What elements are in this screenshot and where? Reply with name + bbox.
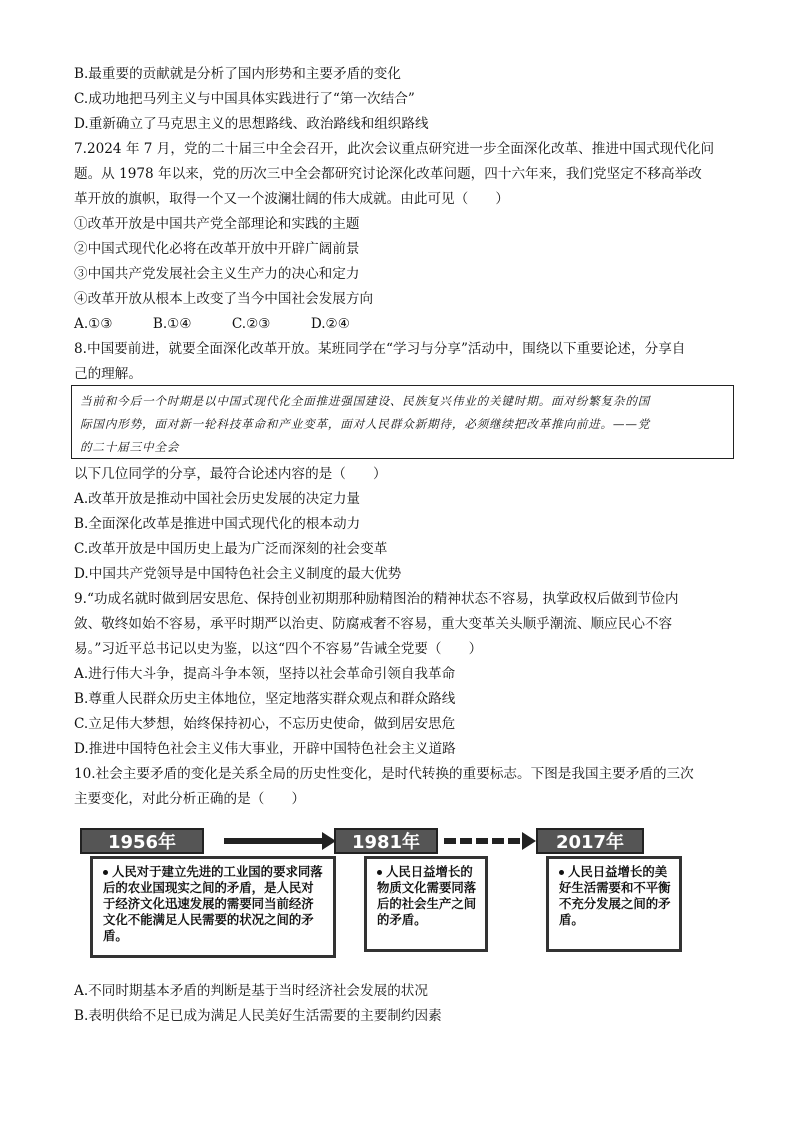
contradiction-figure [78,820,684,962]
q8-option-a: A.改革开放是推动中国社会历史发展的决定力量 [74,491,361,507]
bullet-dot [103,870,108,875]
q7-option-b[interactable]: B.①④ [152,316,192,332]
q9-option-b: B.尊重人民群众历史主体地位，坚定地落实群众观点和群众路线 [74,691,456,707]
q7-statement-4: ④改革开放从根本上改变了当今中国社会发展方向 [74,291,374,307]
arrow-2-head [522,832,536,850]
arrow-1-shaft [224,838,324,844]
quote-line-2: 际国内形势，面对新一轮科技革命和产业变革，面对人民群众新期待，必须继续把改革推向前进。——党 [80,417,651,431]
panel-2017-text: 人民日益增长的美好生活需要和不平衡不充分发展之间的矛盾。 [559,864,671,927]
q8-stem-line-2: 己的理解。 [74,366,142,382]
quote-line-1: 当前和今后一个时期是以中国式现代化全面推进强国建设、民族复兴伟业的关键时期。面对纷繁复杂的国 [80,394,651,408]
q10-stem-line-2: 主要变化，对此分析正确的是（ ） [74,791,306,807]
q6-option-d: D.重新确立了马克思主义的思想路线、政治路线和组织路线 [74,116,429,132]
q8-question: 以下几位同学的分享，最符合论述内容的是（ ） [74,466,387,482]
q7-statement-2: ②中国式现代化必将在改革开放中开辟广阔前景 [74,241,360,257]
quote-box [71,385,734,459]
q9-stem-line-3: 易。”习近平总书记以史为鉴，以这“四个不容易”告诫全党要（ ） [74,641,483,657]
q9-option-c: C.立足伟大梦想，始终保持初心，不忘历史使命，做到居安思危 [74,716,456,732]
q7-option-c[interactable]: C.②③ [231,316,271,332]
bullet-dot [559,870,564,875]
year-label-1956: 1956年 [80,828,204,854]
q7-stem-line-3: 革开放的旗帜，取得一个又一个波澜壮阔的伟大成就。由此可见（ ） [74,191,509,207]
q6-option-b: B.最重要的贡献就是分析了国内形势和主要矛盾的变化 [74,66,401,82]
panel-1981 [364,856,488,952]
quote-line-3: 的二十届三中全会 [80,440,180,454]
panel-1956 [90,856,336,958]
q7-statement-1: ①改革开放是中国共产党全部理论和实践的主题 [74,216,360,232]
q7-option-a[interactable]: A.①③ [74,316,113,332]
q9-option-d: D.推进中国特色社会主义伟大事业，开辟中国特色社会主义道路 [74,741,456,757]
q10-stem-line-1: 10.社会主要矛盾的变化是关系全局的历史性变化，是时代转换的重要标志。下图是我国主要矛盾的三次 [74,766,694,782]
q8-option-d: D.中国共产党领导是中国特色社会主义制度的最大优势 [74,566,402,582]
q7-stem-line-1: 7.2024 年 7 月，党的二十届三中全会召开，此次会议重点研究进一步全面深化改革、推进中国式现代化问 [74,141,715,157]
bullet-dot [377,870,382,875]
q9-option-a: A.进行伟大斗争，提高斗争本领，坚持以社会革命引领自我革命 [74,666,456,682]
q8-option-b: B.全面深化改革是推进中国式现代化的根本动力 [74,516,361,532]
panel-2017 [546,856,682,952]
year-label-2017: 2017年 [536,828,644,854]
q7-option-d[interactable]: D.②④ [310,316,350,332]
q8-stem-line-1: 8.中国要前进，就要全面深化改革开放。某班同学在“学习与分享”活动中，围绕以下重要论述，分享自 [74,341,686,357]
q10-option-a: A.不同时期基本矛盾的判断是基于当时经济社会发展的状况 [74,983,428,999]
year-label-1981: 1981年 [334,828,438,854]
q7-options [74,314,386,334]
q6-option-c: C.成功地把马列主义与中国具体实践进行了“第一次结合” [74,91,415,107]
q7-stem-line-2: 题。从 1978 年以来，党的历次三中全会都研究讨论深化改革问题，四十六年来，我们党坚定不移高举改 [74,166,702,182]
q9-stem-line-1: 9.“功成名就时做到居安思危、保持创业初期那种励精图治的精神状态不容易，执掌政权后做到节俭内 [74,591,679,607]
q8-option-c: C.改革开放是中国历史上最为广泛而深刻的社会变革 [74,541,388,557]
panel-1956-text: 人民对于建立先进的工业国的要求同落后的农业国现实之间的矛盾，是人民对于经济文化迅速发展的需要同当前经济文化不能满足人民需要的状况之间的矛盾。 [103,864,323,943]
q7-statement-3: ③中国共产党发展社会主义生产力的决心和定力 [74,266,360,282]
q10-option-b: B.表明供给不足已成为满足人民美好生活需要的主要制约因素 [74,1008,442,1024]
panel-1981-text: 人民日益增长的物质文化需要同落后的社会生产之间的矛盾。 [377,864,477,927]
arrow-2-dashed [444,838,520,844]
q9-stem-line-2: 敛、敬终如始不容易，承平时期严以治吏、防腐戒奢不容易，重大变革关头顺乎潮流、顺应民心不容 [74,616,673,632]
